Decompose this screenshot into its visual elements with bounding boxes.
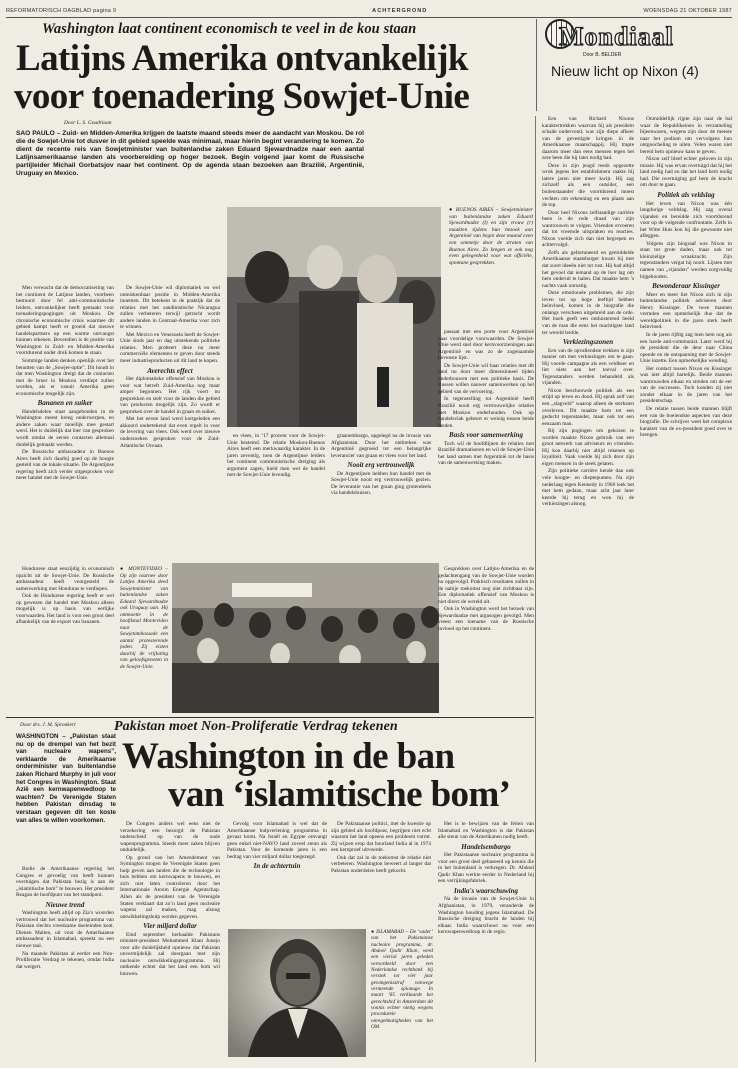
article2-subhead-2: Vier miljard dollar [143,922,197,931]
article2-subhead-3: In de achtertuin [253,862,301,871]
article1-col3: en vlees, in ’17 procent voor de Sowjet-Unie bestemd. De relatie Moskou-Buenos Aires heeft een merkwaardig karakter. In de jaren zeventig, toen de Argentijnse leiders het continent communistische dreiging als argument zagen, hield men wel de handel met de Sowjet-Unie levendig. [227,433,325,479]
photo-islamabad [228,929,366,1057]
column-col1: Een van Richard Nixons karaktertrekken waarvan hij als president schade ondervond, was zijn diepe afkeer van de gevestigde kringen in de Amerikaanse maatschappij. Hij trapte daarom meer dan eens mensen tegen het zere been die hij later nodig had. Deze in zijn jeugd reeds opgezette wrok jegens het establishment raakte bij latere jaren niet meer kwijt. Hij zag zichzelf als een outsider, een buitenstaander die voortdurend moest vechten om erkenning en een plaats aan de top. Door heel Nixons zelfstandige carrière heen is de rode draad van zijn wantrouwen te volgen. Vrienden ervoeren dat tot vreemde uitspraken en reacties. Nixon voelde zich dan niet begrepen en achtervolgd. Zelfs als gefortuneerd en gemiddelde Amerikaanse staatsburger kwam hij met dat soort ideeën niet tot rust. Hij had altijd het gevoel dat iemand op de loer lag om hem onderuit te halen. Dat maakte hem ’s nachts vaak onrustig. Deze emotionele problemen, die zijn leven tot op hoge leeftijd hebben beïnvloed, komen in de biografie die onlangs verscheen uitgebreid aan de orde. Het boek geeft een ontluisterend beeld van de man die eens het machtigste land ter wereld leidde. Verkiezingszonen Een van de opvallendste trekken is zijn manier om met verkiezingen om te gaan. Hij voerde campagne als een veldheer en liet niets aan het toeval over. Tegenstanders werden behandeld als vijanden. Nixon beschouwde politiek als een strijd op leven en dood. Hij sprak zelf van een „slagveld” waarop alleen de sterksten overleven. Dit maakte hem tot een geducht tegenstander, maar ook tot een eenzaam man. Bij zijn pogingen om gekozen te worden maakte Nixon gebruik van een groot netwerk van adviseurs en vrienden. Hij kon daarbij niet altijd rekenen op loyaliteit. Vaak voelde hij zich door zijn eigen mensen in de steek gelaten. Zijn politieke carrière kende dan ook vele hoogte- en dieptepunten. Na zijn nederlaag tegen Kennedy in 1960 leek het met hem gedaan, maar acht jaar later keerde hij terug en won hij de verkiezingen alsnog. [542,116,634,508]
column-byline: Door B. BELDER [583,52,622,58]
column-subhead-1: Politiek als veldslag [657,191,715,200]
article1-col5b: Gesprekken over Latijns-Amerika en de gedachtengang van de Sowjet-Unie worden nu opgevolgd. Praktisch resultaten zullen in de nabije toekomst nog niet zichtbaar zijn. Een diplomatiek offensief van Moskou is niet direct de wereld uit. Ook in Washington werd het bezoek van Sjewardnadze met argusogen gevolgd. Men vreest een toename van de Russische invloed op het continent. [438,566,534,632]
article1-subhead-3: Nooit erg vertrouwelijk [347,461,415,470]
newspaper-page [6,6,732,1062]
article1-headline-1: Latijns Amerika ontvankelijk [16,38,468,79]
column-col2: Onmiddellijk rijpte zijn naar de bal waar de Republikeinen in verzameling bijeenwaren, wegens zijn door de meeste naar het podium om vervolgens hun ontgoocheling te uiten. Velen waren niet bereid hem opnieuw kans te geven. Nixon zelf bleef echter geloven in zijn missie. Hij was ervan overtuigd dat hij het land nodig had en dat het land hem nodig had. Die overtuiging gaf hem de kracht om door te gaan. Politiek als veldslag Het leven van Nixon was één langdurige veldslag. Hij zag overal vijanden en bereidde zich voortdurend voor op de volgende confrontatie. Zelfs in het Witte Huis kon hij die gewoonte niet afleggen. Volgens zijn biograaf was Nixon in staat tot grote daden, maar ook tot kleinzielige wraakzucht. Zijn tegenstanders vergat hij nooit. Lijsten met namen van „vijanden” werden zorgvuldig bijgehouden. Bewonderaar Kissinger Meer en meer liet Nixon zich in zijn buitenlandse politiek adviseren door Henry Kissinger. De twee mannen vormden een opmerkelijk duo dat de wereldpolitiek in die jaren sterk heeft beïnvloed. In de jaren rijftig zag men hem nog als een harde anti-communist. Later werd hij de president die de deur naar China opende en de ontspanning met de Sowjet-Unie inzette. Een opmerkelijke wending. Het contact tussen Nixon en Kissinger was niet altijd hartelijk. Beide mannen wantrouwden elkaar en streden om de eer van de successen. Toch konden zij niet zonder elkaar in de jaren van het presidentschap. De relatie tussen beide mannen blijft een van de boeiendste aspecten van deze biografie. De schrijver weet het complexe karakter van de ex-president goed over te brengen. [640,116,732,439]
column-divider [535,116,536,1062]
column-subhead-3: Bewonderaar Kissinger [652,282,720,291]
article2-col1: Bodie de Amerikaanse regering het Congres er gevoelig van heeft kunnen overtuigen dat Pakistan bezig is aan de „islamitische bom” te bouwen. Het president Reagan de hoofdpunt van het standpunt. Nieuwe trend Washington heeft altijd op Zia’s woorden vertrouwd dat het nucleaire programma van Pakistan slechts vreedzame doeleinden kent. Dienen Malten, uit voor de Amerikaanse ambassadeur in Islamabad, spreekt nu een nieuwe taal. Na maande Pakistan al eerder een Non-Proliferatie Verdrag te tekenen, omdat India dat weigert. [16,866,114,970]
header-date: WOENSDAG 21 OKTOBER 1987 [643,8,732,14]
photo-caption-montevideo: ● MONTEVIDEO – Op zijn tournee door Latijns Amerika deed Sowjetminister van buitenlandse zaken Eduard Sjewardnadze ook Uruguay aan. Hij ontmoette in de hoofdstad Montevideo naar de Sowjetambassade een aantal protesterende joden. Zij eisten daarbij de vrijlating van geloofsgenoten in de Sowjet-Unie. [120,566,168,670]
article1-lead: SAO PAULO – Zuid- en Midden-Amerika krijgen de laatste maand steeds meer de aandacht van Moskou. De rol die de Sowjet-Unie tot dusver in dit gebied speelde was minimaal, maar hierin begint verandering te komen. Zo dient de recente reis van Sowjetminister van buitenlandse zaken Eduard Sjewardnadze naar een aantal Latijnsamerikaanse landen als voorbereiding op hoger bezoek. Begin volgend jaar komt de Russische partijleider Michail Gorbatsjov naar het continent. Op de agenda staan bezoeken aan Brazilië, Argentinië, Uruguay en Mexico. [16,130,364,178]
article2-col4: De Pakistaanse politici, met de kwestie op zijn gebied als hoofdpunt, begrijpen niet echt waarom het land opeens een probleem vormt. Zij wijzen erop dat buurland India al in 1974 een kernproef uitvoerde. Ook dat zal in de toekomst de relatie niet verbeteren. Washington beweert al langer dat Pakistan onderdelen heeft gekocht. [331,821,431,874]
article2-headline-1: Washington in de ban [122,736,455,777]
article1-kicker: Washington laat continent economisch te veel in de kou staan [42,21,417,37]
column-subhead-2: Verkiezingszonen [562,338,614,347]
article1-col5: passaat met een porte voor Argentinië naar voordelige voorwaarden. De Sowjet-Unie werd snel door kernvoorzieningen aan Argentinië en was zo de zogenaamde bovenste lijst. De Sowjet-Unie wil haar relaties met dit land nu door meer dimensioneel tijden onderbouwen met een politieke basis. De Russen willen nauwer samenwerken op het gebied van de vervoering. In tegenstelling tot Argentinië heeft Brazilië nooit erg vertrouwelijke relaties met Moskou onderhouden. Ook op handelsvlak gebeurt er weinig tussen beide landen. Basis voor samenwerking Toch wil de hoofdlijnen de relaties met Brazilië dramatiseren en wil de Sowjet-Unie het land samen met Argentinië tot de basis van de samenwerking maken. [438,329,534,467]
article2-col3: Gevolg voor Islamabad is wel dat de Amerikaanse hulpverlening programma in gevaar komt. Na Israël en Egypte ontvangt geen enkel niet-NAVO land zoveel steun als Pakistan. Voor de komende jaren is een bedrag van vier miljard dollar toegezegd. In de achtertuin [227,821,327,871]
section-divider [6,717,534,718]
page-header [6,6,732,16]
article2-headline-2: van ‘islamitische bom’ [168,774,511,815]
column-title: Nieuw licht op Nixon (4) [551,63,699,79]
article1-byline: Door L. S. Goudriaan [64,120,112,126]
header-rule [6,17,732,18]
header-section: ACHTERGROND [372,8,428,14]
article2-subhead-1: Nieuwe trend [45,900,85,909]
column-logo-box [536,19,732,111]
article1-col1b: Hondurese staat eenzijdig in economisch opzicht uit de Sowjet-Unie. De Russische ambassadeur heeft voorgesteld de samenwerking met Honduras te verdiepen. Ook de Hondurese regering heeft er wel op gewezen dat handel met Moskou alleen mogelijk is op basis van eerlijke voorwaarden. Het land is voor een groot deel afhankelijk van de export van bananen. [16,566,114,626]
article2-byline: Door drs. J. M. Spronkert [20,722,76,728]
article2-kicker: Pakistan moet Non-Proliferatie Verdrag tekenen [114,719,398,734]
photo-caption-buenos-aires: ● BUENOS AIRES – Sowjetminister van buitenlandse zaken Eduard Sjewardnadze (l) en zijn vrouw (r) maakten tijdens hun bezoek aan Argentinië van begin deze maand even een ommetje door de straten van Buenos Aires. Zo kregen ze ook nog even gelegenheid voor wat officiële, spontane gesprekken. [449,207,533,266]
article1-subhead-2: Averechts effect [147,366,193,375]
article1-subhead-1: Bananen en suiker [37,399,93,408]
article2-subhead-5: India's waarschuwing [454,886,518,895]
article1-headline-2: voor toenadering Sowjet-Unie [14,76,470,117]
article1-col4: graanembargo, opgelegd na de invasie van Afghanistan. Door het ontbreken was Argentinië gegroeid tot een belangrijke leverancier van graan en vlees voor het land. Nooit erg vertrouwelijk De Argentijnen hebben hun handel met de Sowjet-Unie nooit erg vertrouwelijk gezien. De leverantie van het graan ging grotendeels via handelshuizen. [331,433,431,497]
photo-caption-islamabad: ● ISLAMABAD – De ‘vader’ van het Pakistaanse nucleaire programma, dr. Abdoel Qadir Khan, werd een vierial jaren geleden veroordeeld door een Nederlandse rechtbank bij verstek tot vier jaar gevangenisstraf vanwege vermeende spionage. In maart ’85 verklaarde het gerechtshof in Amsterdam dit vonnis echter nietig wegens procedurele onregelmatigheden van het OM. [371,929,433,1031]
article2-col2: De Congres anders wel eens niet de verzekering een bezorgd de Pakistan onderscheid op van de oude wapenprogramma. Steeds meer zaken blijven onduidelijk. Op grond van het Amendement van Symington mogen de Verenigde Staten geen hulp geven aan landen die de technologie in huis hebben om kernwapens te bouwen, en zich niet laten controleren door het Internationale Atoom Energie Agentschap. Allen als de president van de Verenigde Staten verklaart dat zo’n land geen nucleaire wapens zal maken, mag alsnog ontwikkelingshulp worden gegeven. Vier miljard dollar Eind september herhaalde Pakistans minister-president Mohammed Khan Junejo voor alle duidelijkheid opnieuw dat Pakistan onvermijdelijk zal doorgaan met zijn nucleaire ontwikkelingsprogramma. Hij ontkende echter dat het land een bom wil bouwen. [120,821,220,978]
header-publication: REFORMATORISCH DAGBLAD pagina 9 [6,8,117,14]
article1-subhead-4: Basis voor samenwerking [449,431,523,440]
photo-montevideo [172,563,439,713]
article2-lead: WASHINGTON – „Pakistan staat nu op de drempel van het bezit van nucleaire wapens”, verklaarde de Amerikaanse onderminister van buitenlandse zaken Richard Murphy in juli voor het Congres in Washington. Staat Azië een kernwapenwedloop te wachten? De Verenigde Staten hebben Pakistan dinsdag te verstaan gegeven dit ten koste van alles te willen voorkomen. [16,733,116,824]
article1-col2: De Sowjet-Unie wil diplomatiek en wel onmiskenbaar positie in Midden-Amerika innemen. Dit betekent in de praktijk dat de relaties met het sandinistische Nicaragua zullen verbeteren terwijl getracht wordt andere landen in Centraal-Amerika voor zich te winnen. Met Mexico en Venezuela heeft de Sowjet-Unie sinds jaar en dag uitstekende politieke relaties. Men probeert deze nu meer commerciële elementen te geven door steeds meer industrieproducten uit dit land te kopen. Averechts effect Het diplomatieke offensief van Moskou is voor wat betreft Zuid-Amerika nog maar amper begonnen. Het rijk voert nu gesprekken en stelt voor de landen die gebied van producten mogelijk zijn. Zo wordt er gesproken over de handel in graan en suiker. Met het eerste land werd kortgeleden een akkoord ondertekend dat even regelt in voor de levering van vlees. Ook werd over nieuwe onderzoeken gesproken voor de Zuid-Atlantische Oceaan. [120,285,220,449]
photo-buenos-aires [227,207,441,427]
article2-subhead-4: Handelsembargo [461,842,511,851]
column-logo: Mondiaal [559,22,674,51]
article1-col1: Men verwacht dat de democratisering van het continent de Latijnse landen, voorheen bestuurd door fel anti-communistische leiders, ontvankelijker heeft gemaakt voor toenaderingspogingen uit Moskou. De chronische economische crisis waarmee dit gebied kampt heeft er groeid dat nieuwe handelspartners op een warme ontvangst kunnen rekenen. Bovendien is de positie van Washington in Zuid- en Midden-Amerika voortdurend onder druk komen te staan. Sommige landen denken openlijk over het benutten van de „Sowjet-optie”. Dit houdt in dat men Washington dreigt dat de contacten met de broer in Moskou verdiept zullen worden, als er vanuit Amerika geen economische mogelijk zijn. Bananen en suiker Handelsdelen staat aangebonden in de Washington meest kreeg onderwerpen, en andere zaken waar moeilijk mee gestart werd. Het is duidelijk dat hier van gesproken wordt omdat de eerste contacten allemaal duidelijk gemaakt werden. De Russische ambassadeur in Buenos Aires heeft zich daarbij goed op de hoogte gesteld van de lokale situatie. De Argentijnse regering heeft zich verder uitgesproken voor meer handel met de Sowjet-Unie. [16,285,114,482]
article2-col5: Het is te bewijzen van de feiten van Islamabad en Washington is dat Pakistan alle steun van de Amerikanen nodig heeft. Handelsembargo Het Pakistaanse nucleaire programma is voor een groot deel gebaseerd op kennis die in het buitenland is verkregen. Dr. Abdoel Qadir Khan werkte eerder in Nederland bij een verrijkingsfabriek. India's waarschuwing Na de invasie van de Sowjet-Unie in Afghanistan, in 1979, veranderde de Washington houding jegens Islamabad. De Russische dreiging bracht de landen bij elkaar. India waarschuwt nu voor een kernwapenwedloop in de regio. [438,821,534,936]
